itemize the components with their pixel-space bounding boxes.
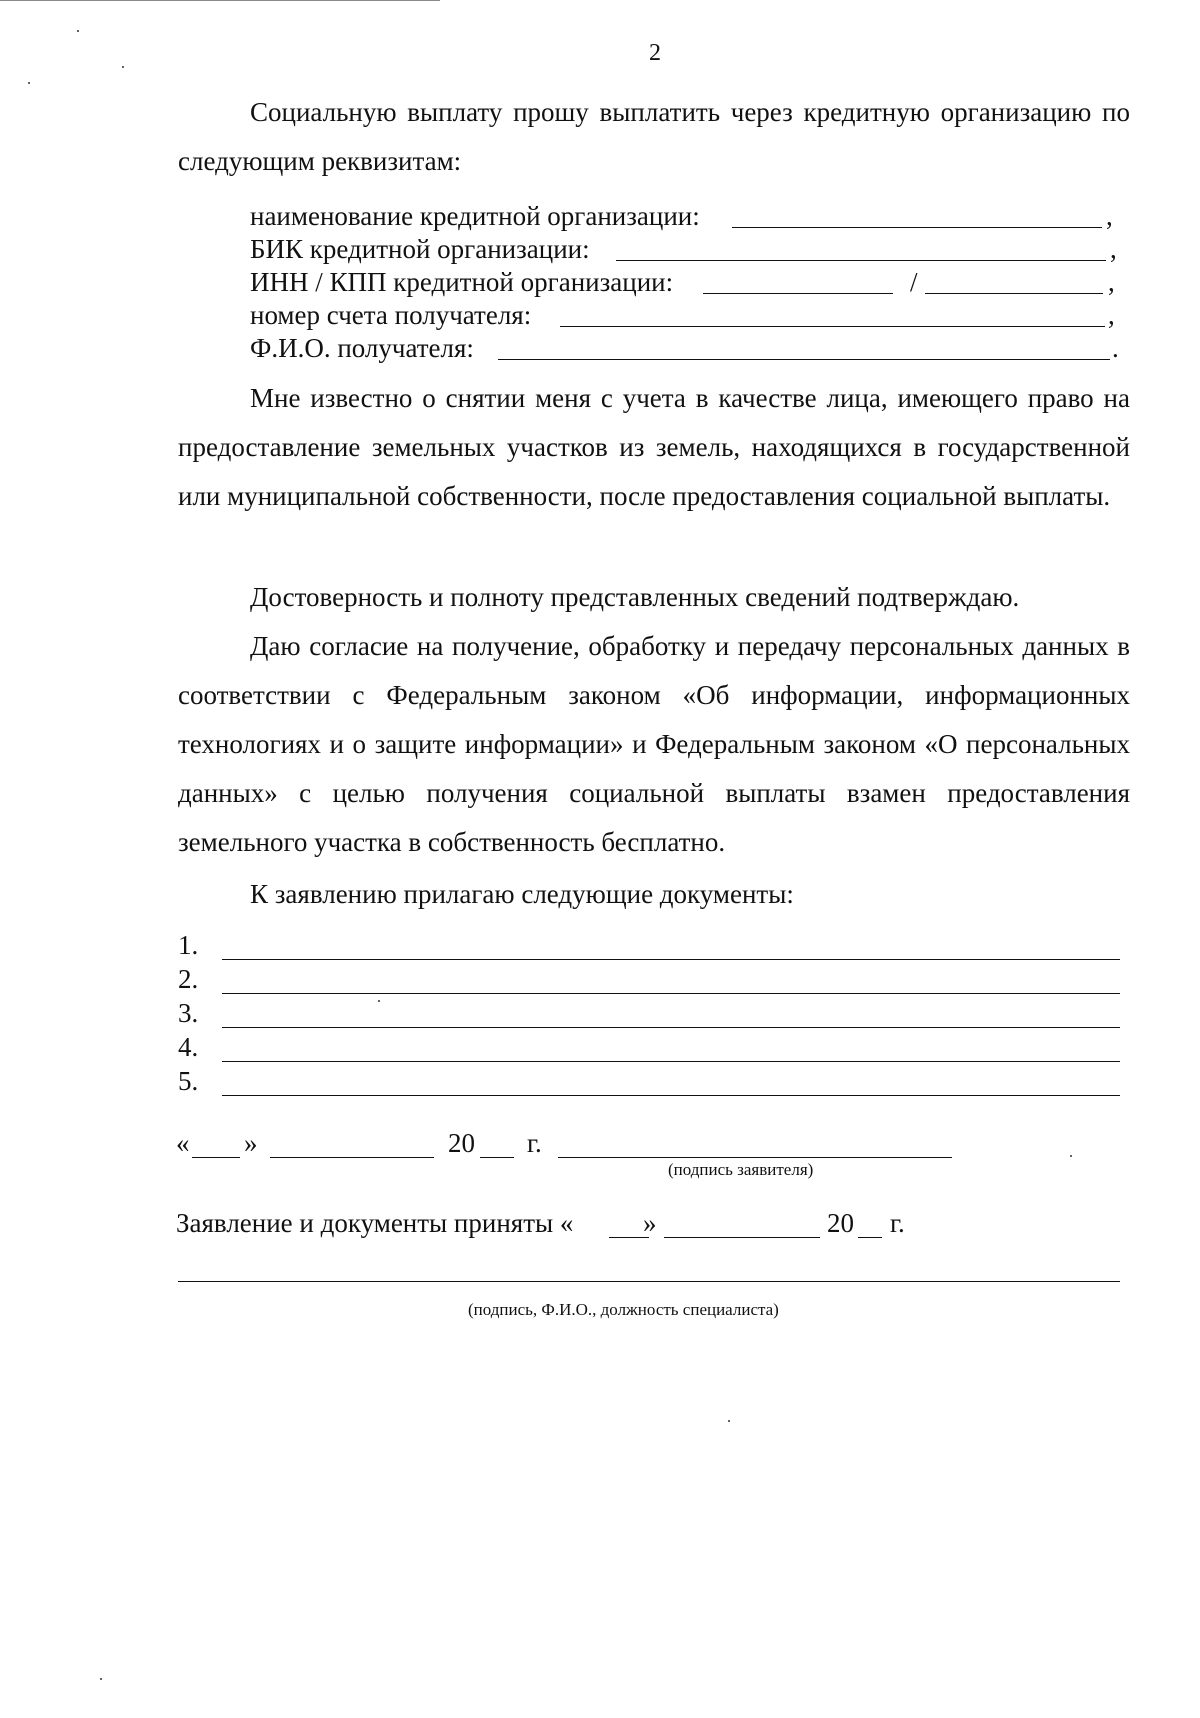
accepted-year-suffix: г. [890, 1208, 905, 1238]
confirmation-paragraph: Достоверность и полноту представленных сведений подтверждаю. [250, 582, 1020, 612]
scan-speck [378, 1000, 380, 1002]
kpp-line[interactable] [925, 293, 1103, 294]
field-end: , [1110, 234, 1117, 264]
day-line[interactable] [192, 1157, 240, 1158]
document-line-1[interactable] [222, 959, 1120, 960]
bik-line[interactable] [616, 260, 1106, 261]
year-suffix: г. [527, 1128, 542, 1158]
intro-paragraph: Социальную выплату прошу выплатить через кредитную организацию по следующим реквизитам: [178, 97, 1130, 176]
consent-paragraph: Даю согласие на получение, обработку и передачу персональных данных в соответствии с Федеральным законом «Об информации, информационных технологиях и о защите информации» и Федеральным законом «О персональных данных» с целью получения социальной выплаты взамен предоставления земельного участка в собственность бесплатно. [178, 631, 1130, 857]
document-number: 3. [178, 998, 199, 1028]
recipient-name-line[interactable] [498, 359, 1110, 360]
field-inn-kpp [250, 266, 1130, 298]
field-end: , [1108, 267, 1115, 297]
document-number: 1. [178, 930, 199, 960]
account-line[interactable] [560, 326, 1105, 327]
specialist-signature-line[interactable] [178, 1281, 1120, 1282]
field-account [250, 299, 1130, 331]
field-bank-name [250, 200, 1130, 232]
field-label: Ф.И.О. получателя: [250, 333, 474, 363]
accepted-text: Заявление и документы приняты « [176, 1208, 574, 1238]
attachments-intro: К заявлению прилагаю следующие документы: [250, 879, 794, 909]
year-line[interactable] [480, 1157, 514, 1158]
field-separator: / [910, 267, 918, 297]
specialist-signature-caption: (подпись, Ф.И.О., должность специалиста) [468, 1300, 779, 1319]
scan-speck [100, 1678, 102, 1680]
close-quote: » [244, 1128, 258, 1158]
month-line[interactable] [270, 1157, 434, 1158]
document-line-2[interactable] [222, 993, 1120, 994]
document-number: 5. [178, 1066, 199, 1096]
accepted-year-prefix: 20 [827, 1208, 854, 1238]
document-line-5[interactable] [222, 1095, 1120, 1096]
bank-name-line[interactable] [732, 227, 1102, 228]
scan-speck [28, 82, 30, 84]
field-label: ИНН / КПП кредитной организации: [250, 267, 674, 297]
applicant-signature-line[interactable] [558, 1157, 952, 1158]
document-line-3[interactable] [222, 1027, 1120, 1028]
scan-speck [728, 1420, 730, 1422]
document-number: 2. [178, 964, 199, 994]
field-end: , [1108, 300, 1115, 330]
scan-speck [77, 30, 79, 32]
field-end: . [1112, 333, 1119, 363]
open-quote: « [176, 1128, 190, 1158]
field-label: наименование кредитной организации: [250, 201, 700, 231]
accepted-month-line[interactable] [664, 1237, 820, 1238]
scan-speck [1070, 1155, 1072, 1157]
inn-line[interactable] [703, 293, 893, 294]
scan-speck [122, 66, 124, 68]
document-number: 4. [178, 1032, 199, 1062]
field-label: БИК кредитной организации: [250, 234, 590, 264]
field-end: , [1106, 201, 1113, 231]
accepted-close-quote: » [643, 1208, 657, 1238]
field-bik [250, 233, 1130, 265]
scan-top-rule [0, 0, 440, 1]
applicant-signature-caption: (подпись заявителя) [668, 1160, 814, 1179]
accepted-year-line[interactable] [858, 1237, 882, 1238]
deregistration-paragraph: Мне известно о снятии меня с учета в качестве лица, имеющего право на предоставление земельных участков из земель, находящихся в государственной или муниципальной собственности, после предоставления социальной выплаты. [178, 383, 1130, 511]
year-prefix: 20 [448, 1128, 475, 1158]
page-number: 2 [649, 40, 661, 66]
field-label: номер счета получателя: [250, 300, 532, 330]
field-recipient-name [250, 332, 1130, 364]
document-line-4[interactable] [222, 1061, 1120, 1062]
